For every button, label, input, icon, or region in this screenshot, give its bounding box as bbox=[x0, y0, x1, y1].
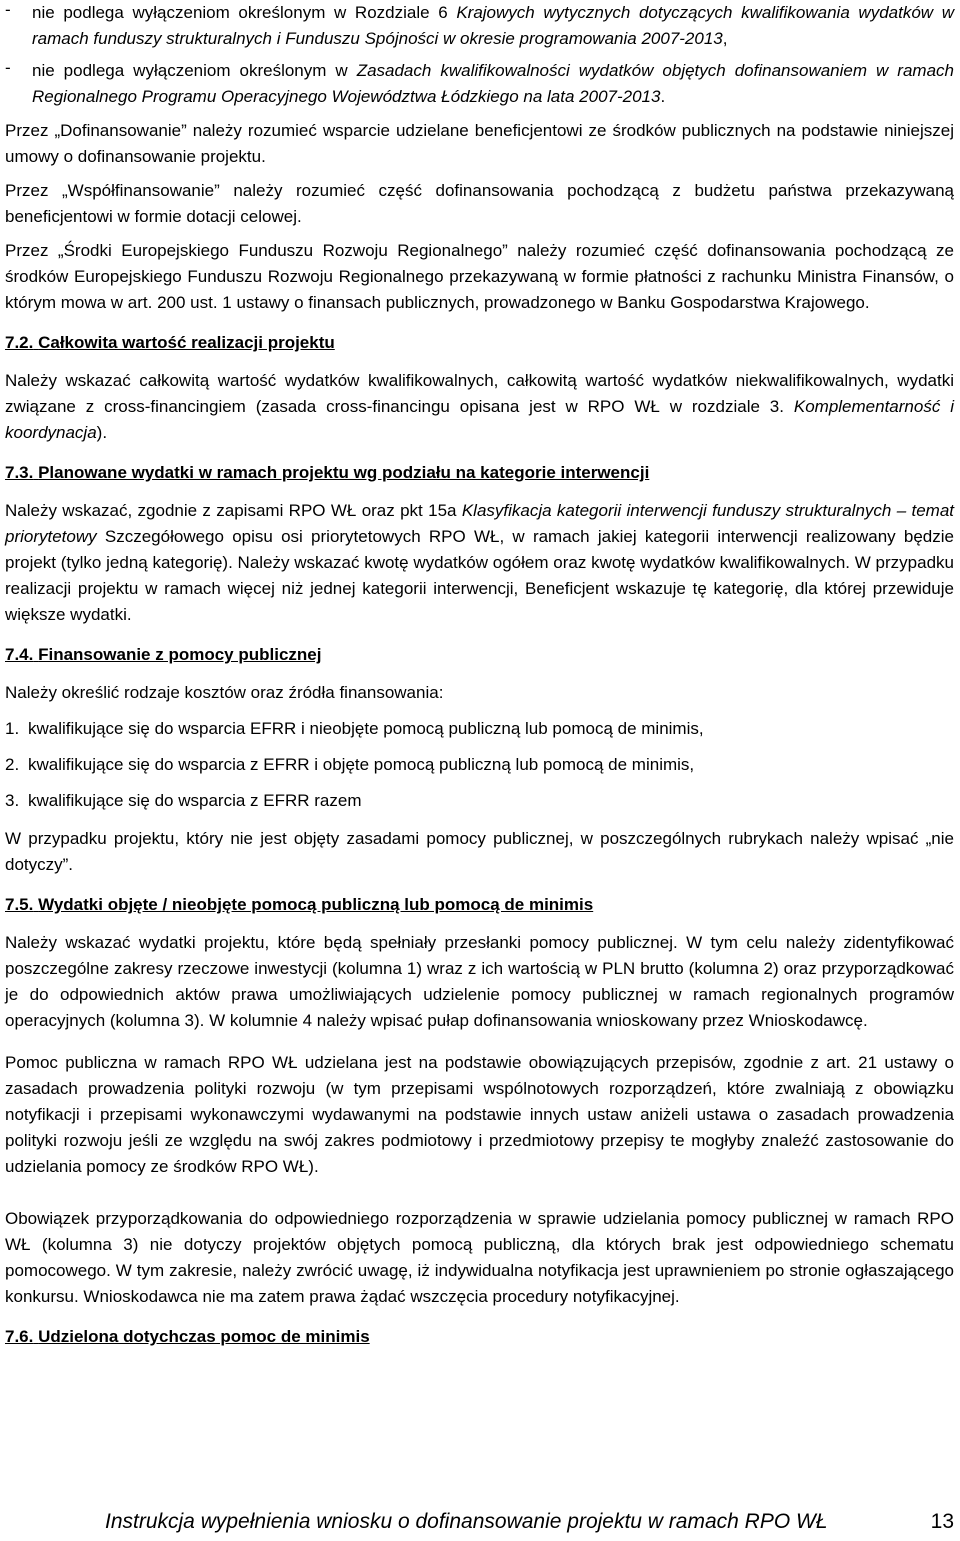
section-paragraph: Należy określić rodzaje kosztów oraz źródła finansowania: bbox=[5, 683, 444, 702]
list-item: 3. kwalifikujące się do wsparcia z EFRR razem bbox=[5, 791, 362, 810]
section-paragraph: Należy wskazać wydatki projektu, które będą spełniały przesłanki pomocy publicznej. W tym celu należy zidentyfikować poszczególne zakresy rzeczowe inwestycji (kolumna 1) wraz z ich wartością w PLN brutto (kolumna 2) oraz przyporządkować je do odpowiednich aktów prawa umożliwiających udzielenie pomocy publicznej w ramach regionalnych programów operacyjnych (kolumna 3). W kolumnie 4 należy wpisać pułap dofinansowania wnioskowany przez Wnioskodawcę. bbox=[5, 933, 954, 1030]
bullet-item: - nie podlega wyłączeniom określonym w Rozdziale 6 Krajowych wytycznych dotyczących kwalifikowania wydatków w ramach funduszy strukturalnych i Funduszu Spójności w okresie programowania 2007-2013, bbox=[5, 0, 954, 48]
page-footer bbox=[105, 1510, 954, 1534]
definition-paragraph: Przez „Dofinansowanie” należy rozumieć wsparcie udzielane beneficjentowi ze środków publicznych na podstawie niniejszej umowy o dofinansowanie projektu. bbox=[5, 121, 954, 166]
section-paragraph: W przypadku projektu, który nie jest objęty zasadami pomocy publicznej, w poszczególnych rubrykach należy wpisać „nie dotyczy”. bbox=[5, 829, 954, 874]
section-heading-7-2: 7.2. Całkowita wartość realizacji projektu bbox=[5, 333, 335, 352]
section-heading-7-4: 7.4. Finansowanie z pomocy publicznej bbox=[5, 645, 322, 664]
section-paragraph: Pomoc publiczna w ramach RPO WŁ udzielana jest na podstawie obowiązujących przepisów, zgodnie z art. 21 ustawy o zasadach prowadzenia polityki rozwoju (w tym przepisami wspólnotowych rozporządzeń, które zwalniają z obowiązku notyfikacji i przepisami wykonawczymi wydawanymi na podstawie innych ustaw aniżeli ustawa o zasadach prowadzenia polityki rozwoju jeśli ze względu na swój zakres podmiotowy i przedmiotowy przepisy te mogłyby znaleźć zastosowanie do udzielania pomocy ze środków RPO WŁ). bbox=[5, 1053, 954, 1176]
page-number: 13 bbox=[930, 1510, 954, 1533]
definition-paragraph: Przez „Środki Europejskiego Funduszu Rozwoju Regionalnego” należy rozumieć część dofinansowania pochodzącą ze środków Europejskiego Funduszu Rozwoju Regionalnego przekazywaną w formie płatności z rachunku Ministra Finansów, o którym mowa w art. 200 ust. 1 ustawy o finansach publicznych, prowadzonego w Banku Gospodarstwa Krajowego. bbox=[5, 241, 954, 312]
list-item: 1. kwalifikujące się do wsparcia EFRR i nieobjęte pomocą publiczną lub pomocą de minimis, bbox=[5, 719, 704, 738]
section-paragraph: Należy wskazać, zgodnie z zapisami RPO WŁ oraz pkt 15a Klasyfikacja kategorii interwencji funduszy strukturalnych – temat priorytetowy Szczegółowego opisu osi priorytetowych RPO WŁ, w ramach jakiej kategorii interwencji realizowany będzie projekt (tylko jedną kategorię). Należy wskazać kwotę wydatków ogółem oraz kwotę wydatków kwalifikowalnych. W przypadku realizacji projektu w ramach więcej niż jednej kategorii interwencji, Beneficjent wskazuje tę kategorię, dla której przewiduje większe wydatki. bbox=[5, 501, 955, 624]
list-item: 2. kwalifikujące się do wsparcia z EFRR i objęte pomocą publiczną lub pomocą de minimis, bbox=[5, 755, 695, 774]
section-heading-7-3: 7.3. Planowane wydatki w ramach projektu wg podziału na kategorie interwencji bbox=[5, 463, 650, 482]
section-heading-7-5: 7.5. Wydatki objęte / nieobjęte pomocą publiczną lub pomocą de minimis bbox=[5, 895, 594, 914]
section-heading-7-6: 7.6. Udzielona dotychczas pomoc de minimis bbox=[5, 1327, 370, 1346]
footer-title: Instrukcja wypełnienia wniosku o dofinansowanie projektu w ramach RPO WŁ bbox=[105, 1510, 828, 1533]
bullet-item: - nie podlega wyłączeniom określonym w Zasadach kwalifikowalności wydatków objętych dofinansowaniem w ramach Regionalnego Programu Operacyjnego Województwa Łódzkiego na lata 2007-2013. bbox=[5, 58, 954, 106]
section-paragraph: Obowiązek przyporządkowania do odpowiedniego rozporządzenia w sprawie udzielania pomocy publicznej w ramach RPO WŁ (kolumna 3) nie dotyczy projektów objętych pomocą publiczną, dla których brak jest odpowiedniego schematu pomocowego. W tym zakresie, należy zwrócić uwagę, iż indywidualna notyfikacja jest uprawnieniem po stronie ogłaszającego konkursu. Wnioskodawca nie ma zatem prawa żądać wszczęcia procedury notyfikacyjnej. bbox=[5, 1209, 954, 1306]
section-paragraph: Należy wskazać całkowitą wartość wydatków kwalifikowalnych, całkowitą wartość wydatków niekwalifikowalnych, wydatki związane z cross-financingiem (zasada cross-financingu opisana jest w RPO WŁ w rozdziale 3. Komplementarność i koordynacja). bbox=[5, 371, 954, 442]
definition-paragraph: Przez „Współfinansowanie” należy rozumieć część dofinansowania pochodzącą z budżetu państwa przekazywaną beneficjentowi w formie dotacji celowej. bbox=[5, 181, 954, 226]
